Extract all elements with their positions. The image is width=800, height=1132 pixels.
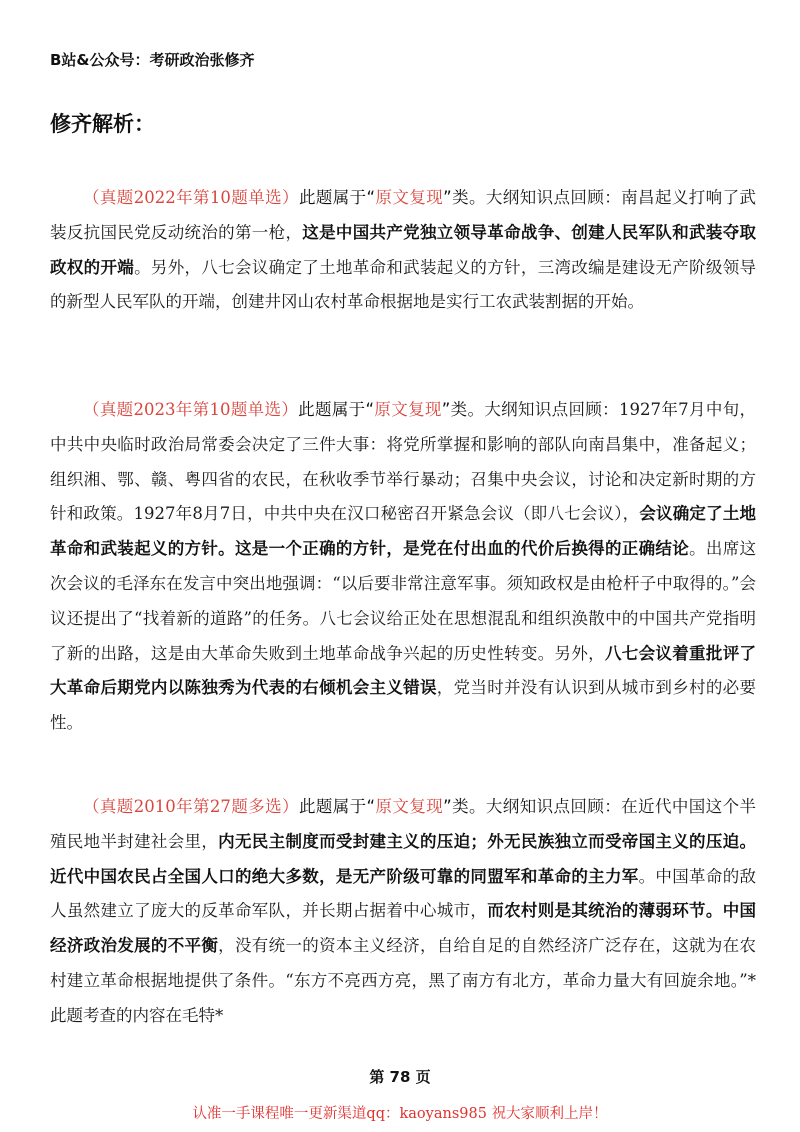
category-suffix: ”类。 [443,797,486,816]
body-text: 。另外，八七会议确定了土地革命和武装起义的方针，三湾改编是建设无产阶级领导的新型人民军队的开端，创建井冈山农村革命根据地是实行工农武装割据的开始。 [50,257,757,312]
question-tag: （真题2023年第10题单选） [83,400,299,419]
bold-text: 这是中国共产党独立领导革命战争、创建人民军队和武装夺取政权的开端 [50,222,757,277]
category-suffix: ”类。 [443,188,486,207]
analysis-paragraph-1 [50,181,756,320]
header-text: B站&公众号：考研政治张修齐 [50,51,255,69]
category-prefix: 此题属于“ [298,188,376,207]
body-text: ，没有统一的资本主义经济，自给自足的自然经济广泛存在，这就为在农村建立革命根据地提供了条件。“东方不亮西方亮，黑了南方有北方，革命力量大有回旋余地。”*此题考查的内容在毛特* [50,936,757,1025]
body-text: 。中国革命的敌人虽然建立了庞大的反革命军队，并长期占据着中心城市， [50,866,757,921]
analysis-paragraph-2 [50,393,756,741]
question-tag: （真题2010年第27题多选） [83,797,299,816]
body-text: 。出席这次会议的毛泽东在发言中突出地强调：“以后要非常注意军事。须知政权是由枪杆子中取得的。”会议还提出了“找着新的道路”的任务。八七会议给正处在思想混乱和组织涣散中的中国共产党指明了新的出路，这是由大革命失败到土地革命战争兴起的历史性转变。另外， [50,539,757,663]
page-number: 第 78 页 [369,1068,431,1086]
body-text: 大纲知识点回顾：在近代中国这个半殖民地半封建社会里， [50,797,756,851]
body-text: 大纲知识点回顾：1927年7月中旬，中共中央临时政治局常委会决定了三件大事：将党所掌握和影响的部队向南昌集中，准备起义；组织湘、鄂、赣、粤四省的农民，在秋收季节举行暴动；召集中央会议，讨论和决定新时期的方针和政策。1927年8月7日，中共中央在汉口秘密召开紧急会议（即八七会议）， [50,400,756,524]
body-text: ，党当时并没有认识到从城市到乡村的必要性。 [50,678,757,733]
bold-text: 而农村则是其统治的薄弱环节。中国经济政治发展的不平衡 [50,901,757,956]
bold-text: 内无民主制度而受封建主义的压迫；外无民族独立而受帝国主义的压迫。近代中国农民占全国人口的绝大多数，是无产阶级可靠的同盟军和革命的主力军 [50,831,757,886]
analysis-paragraph-3 [50,790,756,1034]
section-title: 修齐解析： [50,112,155,136]
bold-text: 八七会议着重批评了大革命后期党内以陈独秀为代表的右倾机会主义错误 [50,643,757,698]
body-text: 大纲知识点回顾：南昌起义打响了武装反抗国民党反动统治的第一枪， [50,188,756,242]
bold-text: 会议确定了土地革命和武装起义的方针。这是一个正确的方针，是党在付出血的代价后换得的正确结论 [50,504,756,559]
question-tag: （真题2022年第10题单选） [83,188,299,207]
category-source: 原文复现 [374,400,442,419]
footer-notice: 认准一手课程唯一更新渠道qq：kaoyans985 祝大家顺利上岸！ [192,1106,608,1122]
category-source: 原文复现 [375,188,444,207]
category-prefix: 此题属于“ [298,797,376,816]
category-suffix: ”类。 [441,400,485,419]
category-source: 原文复现 [375,797,444,816]
category-prefix: 此题属于“ [298,400,375,419]
